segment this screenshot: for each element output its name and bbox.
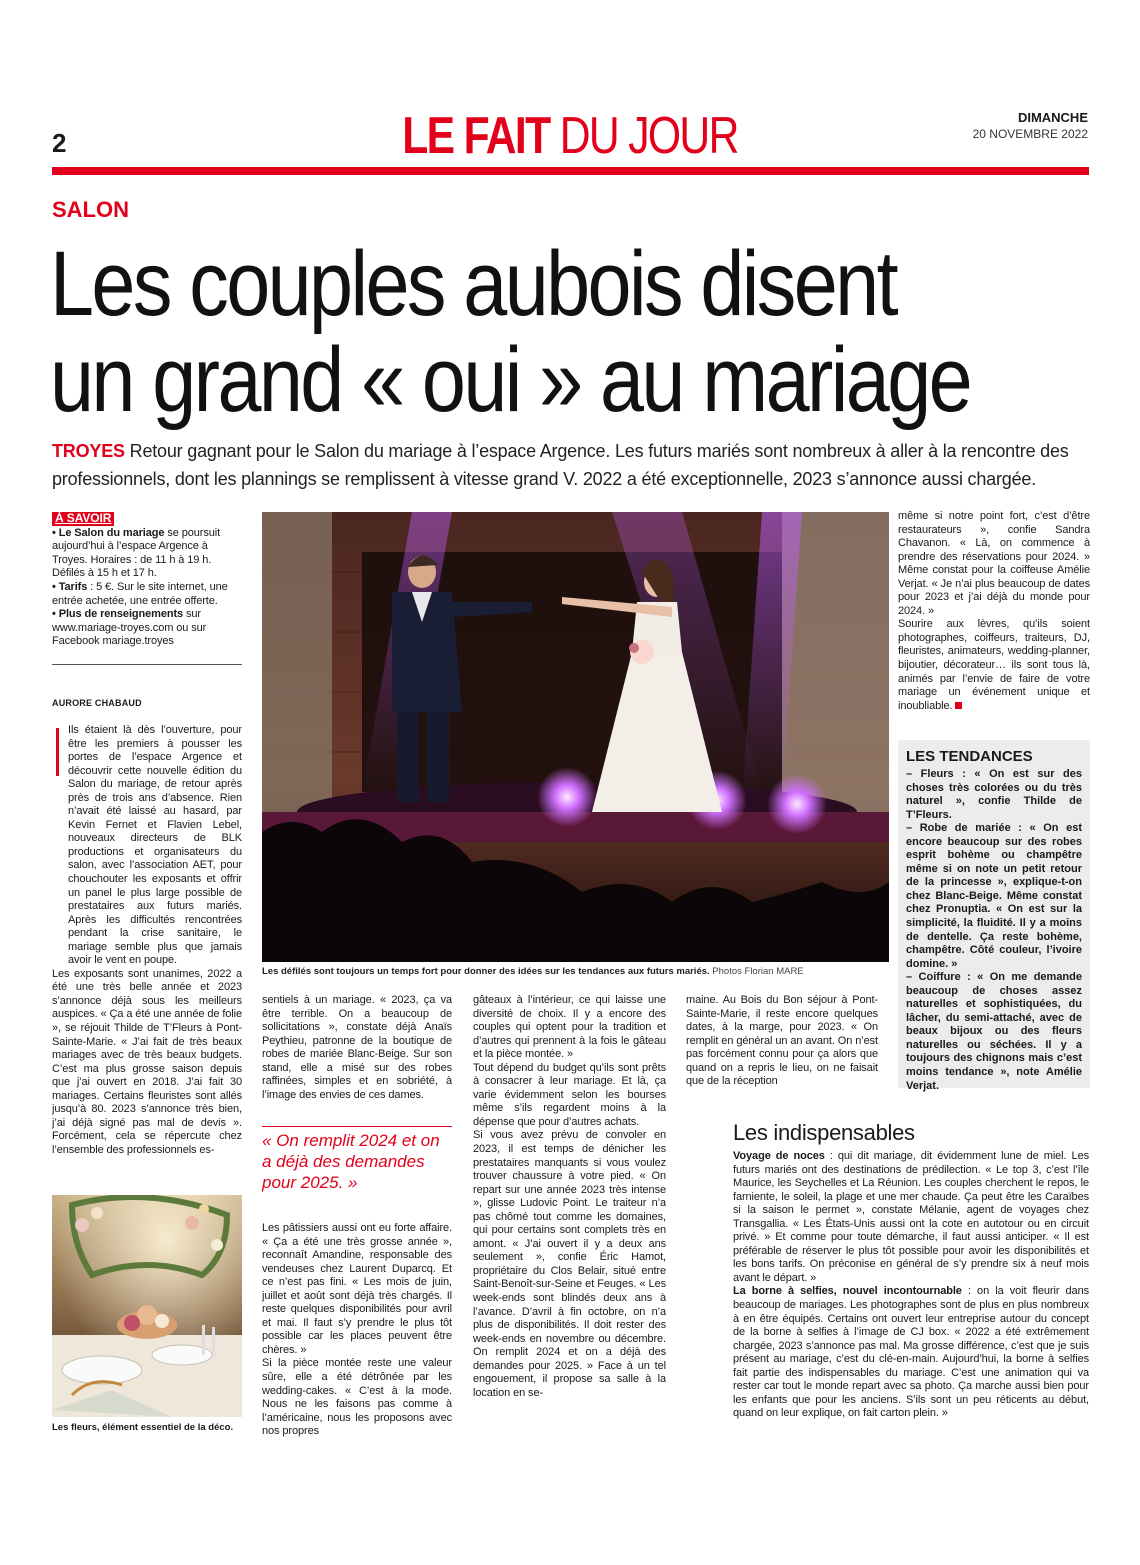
body-column-4 [686, 994, 878, 1094]
indispensables-borne [733, 1285, 1089, 1420]
body-col1-para1: Ils étaient là dès l’ouverture, pour être les premiers à pousser les portes de l’espace Argence et découvrir cette nouvelle édition du Salon du mariage, de retour après près de trois ans d’absence. Rien n’avait été laissé au hasard, par Kevin Fernet et Flavien Lebel, nouveaux directeurs de BLK productions et organisateurs du salon, avec l’association AET, pour chouchouter les exposants et offrir un panel le plus large possible de prestataires aux futurs mariés. Après les difficultés rencontrées pendant la crise sanitaire, le mariage semble plus que jamais avoir le vent en poupe. [68, 724, 242, 967]
body-col5-para1: même si notre point fort, c’est d’être restaurateurs », confie Sandra Chavanon. « Là, on commence à prendre des réservations pour 2024. » Même constat pour la coiffeuse Amélie Verjat. « Je n’ai plus beaucoup de dates pour 2023 et j’ai déjà du monde pour 2024. » [898, 510, 1090, 617]
tendances-box [898, 740, 1090, 1092]
pull-quote-rule [262, 1126, 452, 1127]
a-savoir-rule [52, 664, 242, 665]
a-savoir-item-3-label: • Plus de renseignements [52, 608, 184, 621]
pull-quote: « On remplit 2024 et on a déjà des demandes pour 2025. » [262, 1131, 440, 1192]
body-column-2 [262, 994, 452, 1119]
indispensables-voyage [733, 1150, 1089, 1285]
indispensables-title: Les indispensables [733, 1120, 915, 1145]
body-col3-para1: gâteaux à l’intérieur, ce qui laisse une diversité de choix. Il y a encore des couples qui optent pour la tradition et d’autres qui prennent à la fois le gâteau et la pièce montée. » [473, 994, 666, 1061]
flowers-photo [52, 1195, 242, 1417]
indispensables-borne-label: La borne à selfies, nouvel incontournable [733, 1285, 962, 1298]
headline-line-2: un grand « oui » au mariage [50, 329, 971, 431]
flowers-photo-image [52, 1195, 242, 1417]
body-col4-para1: maine. Au Bois du Bon séjour à Pont-Sainte-Marie, il reste encore quelques dates, à la marge, pour 2023. « On remplit en général un an avant. On n’est pas forcément connu pour ça alors que quand on a repris le lieu, on ne faisait que de la réception [686, 994, 878, 1088]
body-col3-para3: Si vous avez prévu de convoler en 2023, il est temps de dénicher les prestataires manquants si vous voulez trouver chaussure à votre pied. « On repart sur une année 2023 très intense », glisse Ludovic Point. Le traiteur n’a pas chômé tout comme les domaines, qui pour certains sont complets très en amont. « J’ai ouvert il y a deux ans seulement », confie Éric Hamot, propriétaire du Clos Belair, situé entre Saint-Benoît-sur-Seine et Feuges. « Les week-ends sont blindés deux ans à l’avance. D’avril à fin octobre, on n’a plus de disponibilités. Il doit rester des week-ends en novembre ou décembre. On remplit 2024 et on a déjà des demandes pour 2025. » Face à un tel engouement, il propose sa salle à la location en se- [473, 1129, 666, 1399]
body-col2-para3: Si la pièce montée reste une valeur sûre, elle a été détrônée par les wedding-cakes. « C’est à la mode. Nous ne les faisons pas comme à l’américaine, nous les proposons avec nos propres [262, 1357, 452, 1438]
body-column-3 [473, 994, 666, 1440]
flowers-photo-caption: Les fleurs, élément essentiel de la déco. [52, 1422, 234, 1433]
tendances-title: LES TENDANCES [906, 748, 1033, 765]
tendances-fleurs: – Fleurs : « On est sur des choses très colorées ou du très naturel », confie Thilde de T’Fleurs. [906, 768, 1082, 821]
a-savoir-box [52, 512, 242, 649]
chapo [52, 437, 1092, 493]
body-column-5 [898, 510, 1090, 728]
main-photo-credit: Photos Florian MARE [712, 966, 804, 977]
body-column-1 [52, 724, 242, 1172]
headline [50, 233, 971, 431]
header-rule [52, 167, 1089, 175]
chapo-text: Retour gagnant pour le Salon du mariage à l’espace Argence. Les futurs mariés sont nombreux à aller à la rencontre des professionnels, dont les plannings se remplissent à vitesse grand V. 2022 a été exceptionnelle, 2023 s’annonce aussi chargée. [52, 441, 1069, 489]
body-col1-para2: Les exposants sont unanimes, 2022 a été une très belle année et 2023 s’annonce déjà sous les meilleurs auspices. « Ça a été une année de folie », se réjouit Thilde de T’Fleurs à Pont-Sainte-Marie. « J’ai fait de très beaux mariages avec de très beaux budgets. C’est ma plus grosse saison depuis que j’ai ouvert en 2018. J’ai fait 30 mariages. Certains fleuristes sont allés jusqu’à 80. 2023 s’annonce très bien, j’ai déjà signé pas mal de devis ». Forcément, cela se répercute chez l’ensemble des professionnels es- [52, 967, 242, 1156]
tendances-robe: – Robe de mariée : « On est encore beaucoup sur des robes esprit bohème ou champêtre même si on note un petit retour de la princesse », explique-t-on chez Blanc-Beige. Même constat chez Pronuptia. « On est sur la simplicité, la fluidité. Il y a moins de dentelle. Ça reste bohème, champêtre. Côté couleur, l’ivoire domine. » [906, 822, 1082, 970]
a-savoir-item-1-text: se poursuit aujourd’hui à l’espace Argence à Troyes. Horaires : de 11 h à 19 h. Défilés à 15 h et 17 h. [52, 526, 221, 580]
tendances-coiffure: – Coiffure : « On me demande beaucoup de choses assez naturelles et sophistiquées, du lâcher, du semi-attaché, avec de beaux bijoux ou des fleurs naturelles ou séchées. Il y a toujours des chignons mais c’est moins tendance », note Amélie Verjat. [906, 971, 1082, 1092]
section-title-bold: LE FAIT [402, 107, 550, 165]
rubrique-label: SALON [52, 197, 129, 222]
indispensables-voyage-label: Voyage de noces [733, 1150, 825, 1162]
main-photo-image [262, 512, 889, 962]
main-photo [262, 512, 889, 962]
section-title-light: DU JOUR [559, 107, 738, 165]
headline-line-1: Les couples aubois disent [50, 233, 896, 335]
a-savoir-item-2-label: • Tarifs [52, 580, 88, 593]
a-savoir-item-1-label: • Le Salon du mariage [52, 526, 165, 539]
main-photo-caption-text: Les défilés sont toujours un temps fort pour donner des idées sur les tendances aux futurs mariés. [262, 966, 710, 977]
end-mark-icon [955, 702, 962, 709]
body-col2-para1: sentiels à un mariage. « 2023, ça va être terrible. On a beaucoup de sollicitations », constate déjà Anaïs Peythieu, patronne de la boutique de robes de mariée Blanc-Beige. Sur son stand, elle a misé sur des robes raffinées, simples et en sobriété, à l’image des envies de ces dames. [262, 994, 452, 1101]
date-day: DIMANCHE [1017, 110, 1088, 125]
section-title [103, 106, 1038, 166]
indispensables-body [733, 1150, 1089, 1440]
body-col2-para2: Les pâtissiers aussi ont eu forte affaire. « Ça a été une très grosse année », reconnaît Amandine, responsable des vendeuses chez Laurent Duparcq. Et ce n’est pas fini. « Les mois de juin, juillet et août sont déjà très chargés. Il reste quelques disponibilités pour avril et mai. Il faut s’y prendre le plus tôt possible car les places peuvent être chères. » [262, 1222, 452, 1356]
body-col5-para2-text: Sourire aux lèvres, qu’ils soient photographes, coiffeurs, traiteurs, DJ, fleuristes, animateurs, wedding-planner, bijoutier, décorateur… ils sont tous là, animés par l’envie de faire de votre mariage un événement unique et inoubliable. [898, 618, 1090, 712]
main-photo-caption [262, 966, 889, 977]
body-col5-para2 [898, 618, 1090, 713]
a-savoir-item-3-text: sur www.mariage-troyes.com ou sur Facebook mariage.troyes [52, 608, 207, 648]
chapo-place: TROYES [52, 441, 125, 461]
author-byline: AURORE CHABAUD [52, 698, 142, 708]
date-full: 20 NOVEMBRE 2022 [972, 127, 1088, 141]
body-column-2b [262, 1222, 452, 1440]
indispensables-voyage-text: : qui dit mariage, dit évidemment lune de miel. Les futurs mariés ont des destinations de prédilection. « Le top 3, c’est l’île Maurice, les Seychelles et La Réunion. Les couples cherchent le repos, le farniente, le soleil, la plage et une mer chaude. Ça peut être les Caraïbes si la saison le permet », constate Mélanie, agent de voyages chez Transgallia. « Les États-Unis aussi ont la cote en autotour ou en circuit privé. » Et comme pour toute démarche, il faut aussi anticiper. « Il est préférable de réserver le plus tôt possible pour avoir les disponibilités et les bons tarifs. On préconise en général de s’y prendre six à neuf mois avant le départ. » [733, 1150, 1089, 1284]
page-number: 2 [52, 128, 66, 158]
indispensables-borne-text: : on la voit fleurir dans beaucoup de mariages. Les photographes sont de plus en plus nombreux à en être équipés. Certains ont ouvert leur entreprise autour du concept de la borne à selfies à l’image de CJ box. « 2022 a été extrêmement chargée, 2023 s’annonce pas mal. Ma grosse différence, c’est que je suis présent au mariage, c’est du clé-en-main. Aujourd’hui, la borne à selfies fait partie des indispensables du mariage. C’est une animation qui va rester car tout le monde repart avec sa photo. Ça marche aussi bien pour les enfants que pour les anciens. S’ils sont un peu réticents au début, quand on leur explique, on fait carton plein. » [733, 1285, 1089, 1420]
a-savoir-title: À SAVOIR [52, 512, 114, 526]
body-col3-para2: Tout dépend du budget qu’ils sont prêts à consacrer à leur mariage. Et là, ça varie évidemment selon les bourses même s’ils regardent moins à la dépense que pour d’autres achats. [473, 1061, 666, 1128]
a-savoir-item-2-text: : 5 €. Sur le site internet, une entrée achetée, une entrée offerte. [52, 580, 228, 607]
